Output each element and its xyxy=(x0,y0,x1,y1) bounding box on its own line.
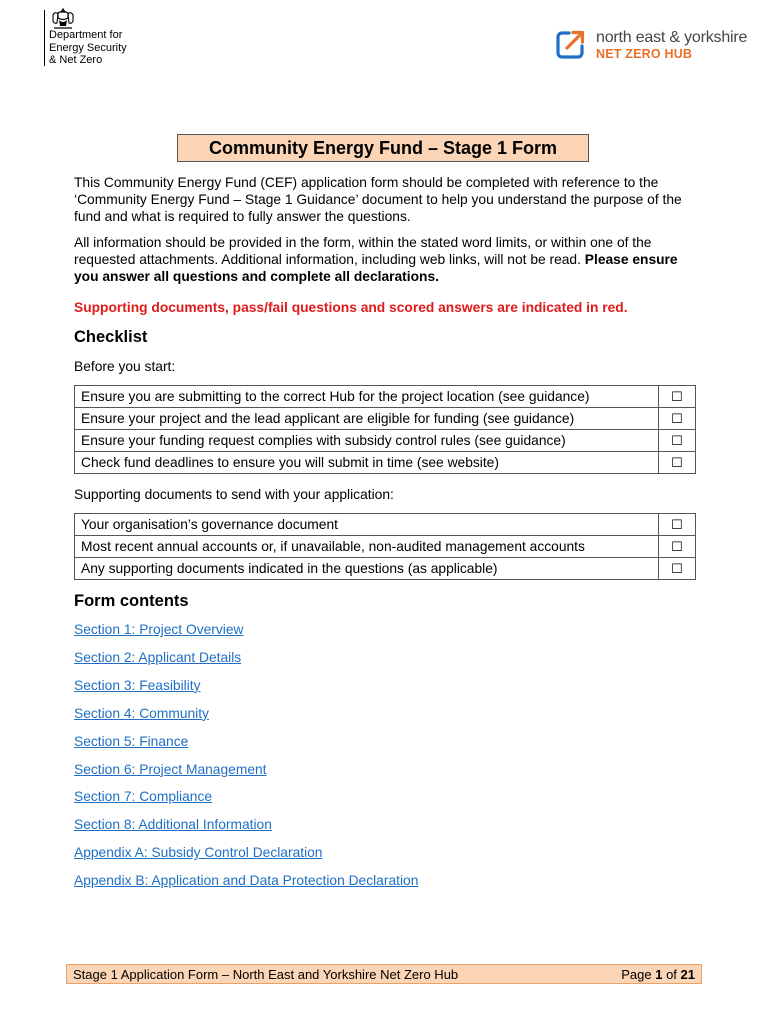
checklist-row xyxy=(75,386,696,408)
checkbox[interactable]: ☐ xyxy=(659,514,696,536)
checklist-item-text: Check fund deadlines to ensure you will submit in time (see website) xyxy=(75,452,659,474)
checklist-item-text: Any supporting documents indicated in the questions (as applicable) xyxy=(75,558,659,580)
checklist-row xyxy=(75,514,696,536)
intro-paragraph-2 xyxy=(74,234,704,285)
section-link[interactable]: Appendix A: Subsidy Control Declaration xyxy=(74,845,323,861)
page-footer xyxy=(66,964,702,984)
form-contents-heading: Form contents xyxy=(74,592,189,610)
section-link[interactable]: Section 3: Feasibility xyxy=(74,677,201,693)
footer-title: Stage 1 Application Form – North East and Yorkshire Net Zero Hub xyxy=(73,966,459,982)
checkbox[interactable]: ☐ xyxy=(659,386,696,408)
checklist-item-text: Most recent annual accounts or, if unavailable, non-audited management accounts xyxy=(75,536,659,558)
page-indicator xyxy=(621,967,695,982)
checkbox[interactable]: ☐ xyxy=(659,536,696,558)
department-line-2: Energy Security xyxy=(49,41,127,54)
page-word: Page xyxy=(621,966,652,982)
checkbox[interactable]: ☐ xyxy=(659,558,696,580)
intro-text-2-body: All information should be provided in the form, within the stated word limits, or within one of the requested attachments. Additional information, including web links, will not be read. xyxy=(74,235,652,267)
section-link[interactable]: Appendix B: Application and Data Protection Declaration xyxy=(74,873,419,889)
royal-crest-icon xyxy=(50,8,76,30)
department-name xyxy=(49,29,127,67)
section-link[interactable]: Section 2: Applicant Details xyxy=(74,649,242,665)
page-total: 21 xyxy=(680,966,695,982)
checklist-heading: Checklist xyxy=(74,328,148,346)
red-note: Supporting documents, pass/fail questions and scored answers are indicated in red. xyxy=(74,300,628,315)
section-link[interactable]: Section 8: Additional Information xyxy=(74,817,272,833)
checklist-row xyxy=(75,558,696,580)
section-link[interactable]: Section 7: Compliance xyxy=(74,789,213,805)
department-line-1: Department for xyxy=(49,29,123,41)
section-link[interactable]: Section 5: Finance xyxy=(74,733,189,749)
declarations-notice: Please ensure you answer all questions and complete all declarations. xyxy=(74,252,678,284)
checklist-item-text: Ensure your funding request complies with subsidy control rules (see guidance) xyxy=(75,430,659,452)
checkbox[interactable]: ☐ xyxy=(659,452,696,474)
logo-divider xyxy=(44,10,45,66)
checklist-item-text: Ensure your project and the lead applicant are eligible for funding (see guidance) xyxy=(75,408,659,430)
net-zero-hub-logo xyxy=(555,28,755,64)
intro-paragraph-1 xyxy=(74,174,704,225)
supporting-docs-label: Supporting documents to send with your application: xyxy=(74,487,394,502)
form-title: Community Energy Fund – Stage 1 Form xyxy=(177,134,589,162)
section-link[interactable]: Section 6: Project Management xyxy=(74,761,267,777)
of-word: of xyxy=(666,966,677,982)
checklist-row xyxy=(75,452,696,474)
checkbox[interactable]: ☐ xyxy=(659,430,696,452)
checklist-item-text: Ensure you are submitting to the correct Hub for the project location (see guidance) xyxy=(75,386,659,408)
intro-text-2 xyxy=(74,234,704,285)
checklist-row xyxy=(75,408,696,430)
checklist-row xyxy=(75,536,696,558)
page-number: 1 xyxy=(655,966,663,982)
section-link[interactable]: Section 1: Project Overview xyxy=(74,622,244,637)
hub-region-text: north east & yorkshire xyxy=(596,29,748,46)
checklist-row xyxy=(75,430,696,452)
department-line-3: & Net Zero xyxy=(49,54,103,66)
checkbox[interactable]: ☐ xyxy=(659,408,696,430)
checklist-item-text: Your organisation’s governance document xyxy=(75,514,659,536)
department-logo xyxy=(44,8,154,66)
supporting-docs-checklist xyxy=(74,513,696,580)
before-you-start-label: Before you start: xyxy=(74,359,176,374)
hub-name-text: NET ZERO HUB xyxy=(596,47,693,61)
hub-arrow-icon xyxy=(555,28,587,60)
section-link[interactable]: Section 4: Community xyxy=(74,705,209,721)
before-start-checklist xyxy=(74,385,696,474)
intro-text-1: This Community Energy Fund (CEF) application form should be completed with reference to the ‘Community Energy Fund – Stage 1 Guidance’ document to help you understand the purpose of the fund and what is required to fully answer the questions. xyxy=(74,175,682,224)
